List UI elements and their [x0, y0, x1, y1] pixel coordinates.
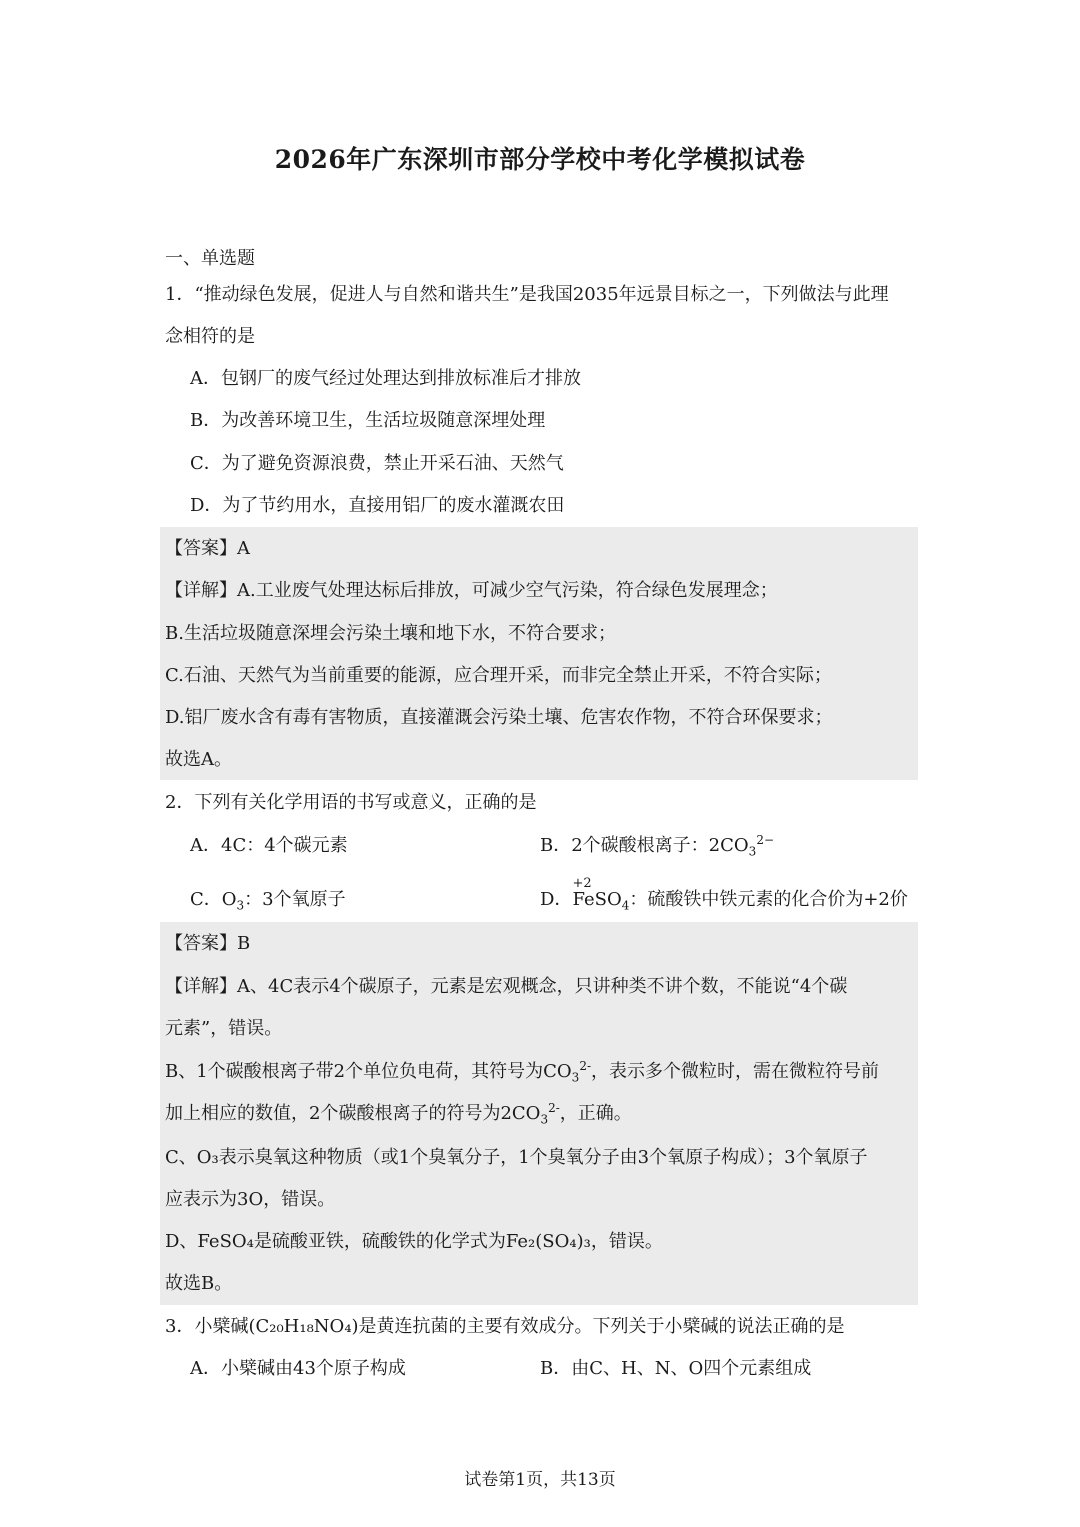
q1-answer-box	[160, 527, 918, 780]
q2-option-b: B．2个碳酸根离子：$2CO_3^{2-}$	[540, 833, 775, 859]
q2-explain-line1: 【详解】A、4C表示4个碳原子，元素是宏观概念，只讲种类不讲个数，不能说“4个碳	[165, 976, 848, 997]
q1-option-d: D．为了节约用水，直接用铝厂的废水灌溉农田	[190, 495, 565, 516]
q1-explain-line4: D.铝厂废水含有毒有害物质，直接灌溉会污染土壤、危害农作物，不符合环保要求；	[165, 707, 833, 728]
q3-stem: 3．小檗碱(C₂₀H₁₈NO₄)是黄连抗菌的主要有效成分。下列关于小檗碱的说法正确的是	[165, 1316, 845, 1337]
q3-option-a: A．小檗碱由43个原子构成	[190, 1358, 406, 1379]
page-footer: 试卷第1页，共13页	[464, 1470, 616, 1490]
q1-explain-line3: C.石油、天然气为当前重要的能源，应合理开采，而非完全禁止开采，不符合实际；	[165, 665, 832, 686]
q1-option-c: C．为了避免资源浪费，禁止开采石油、天然气	[190, 453, 564, 474]
q2-explain-line7: D、FeSO₄是硫酸亚铁，硫酸铁的化学式为Fe₂(SO₄)₃，错误。	[165, 1231, 663, 1252]
q2-explain-line8: 故选B。	[165, 1273, 233, 1294]
q2-explain-line3: B、1个碳酸根离子带2个单位负电荷，其符号为$CO_3^{2-}$，表示多个微粒时，需在微粒符号前	[165, 1059, 880, 1085]
q2-explain-line6: 应表示为3O，错误。	[165, 1189, 336, 1210]
q1-option-a: A．包钢厂的废气经过处理达到排放标准后才排放	[190, 368, 581, 389]
q1-answer: 【答案】A	[165, 538, 250, 559]
q2-option-a: A．4C：4个碳元素	[190, 835, 348, 856]
q1-explain-line1: 【详解】A.工业废气处理达标后排放，可减少空气污染，符合绿色发展理念；	[165, 580, 778, 601]
q1-explain-line2: B.生活垃圾随意深埋会污染土壤和地下水，不符合要求；	[165, 623, 616, 644]
q2-option-d: D． +2 FeSO$_4$：硫酸铁中铁元素的化合价为+2价	[540, 876, 908, 913]
q1-explain-line5: 故选A。	[165, 749, 232, 770]
q2-answer: 【答案】B	[165, 933, 251, 954]
q1-stem-line1: 1．“推动绿色发展，促进人与自然和谐共生”是我国2035年远景目标之一，下列做法与此理	[165, 284, 889, 305]
q1-stem-line2: 念相符的是	[165, 326, 255, 347]
q2-explain-line4: 加上相应的数值，2个碳酸根离子的符号为$2CO_3^{2-}$，正确。	[165, 1101, 632, 1127]
section-heading: 一、单选题	[165, 248, 255, 269]
q2-explain-line5: C、O₃表示臭氧这种物质（或1个臭氧分子，1个臭氧分子由3个氧原子构成）；3个氧原子	[165, 1147, 868, 1168]
q2-option-c: C．$O_3$：3个氧原子	[190, 889, 346, 913]
page-title: 2026年广东深圳市部分学校中考化学模拟试卷	[274, 145, 806, 174]
q1-option-b: B．为改善环境卫生，生活垃圾随意深埋处理	[190, 410, 546, 431]
q3-option-b: B．由C、H、N、O四个元素组成	[540, 1358, 812, 1379]
q2-stem: 2．下列有关化学用语的书写或意义，正确的是	[165, 792, 537, 813]
q2-explain-line2: 元素”，错误。	[165, 1018, 283, 1039]
